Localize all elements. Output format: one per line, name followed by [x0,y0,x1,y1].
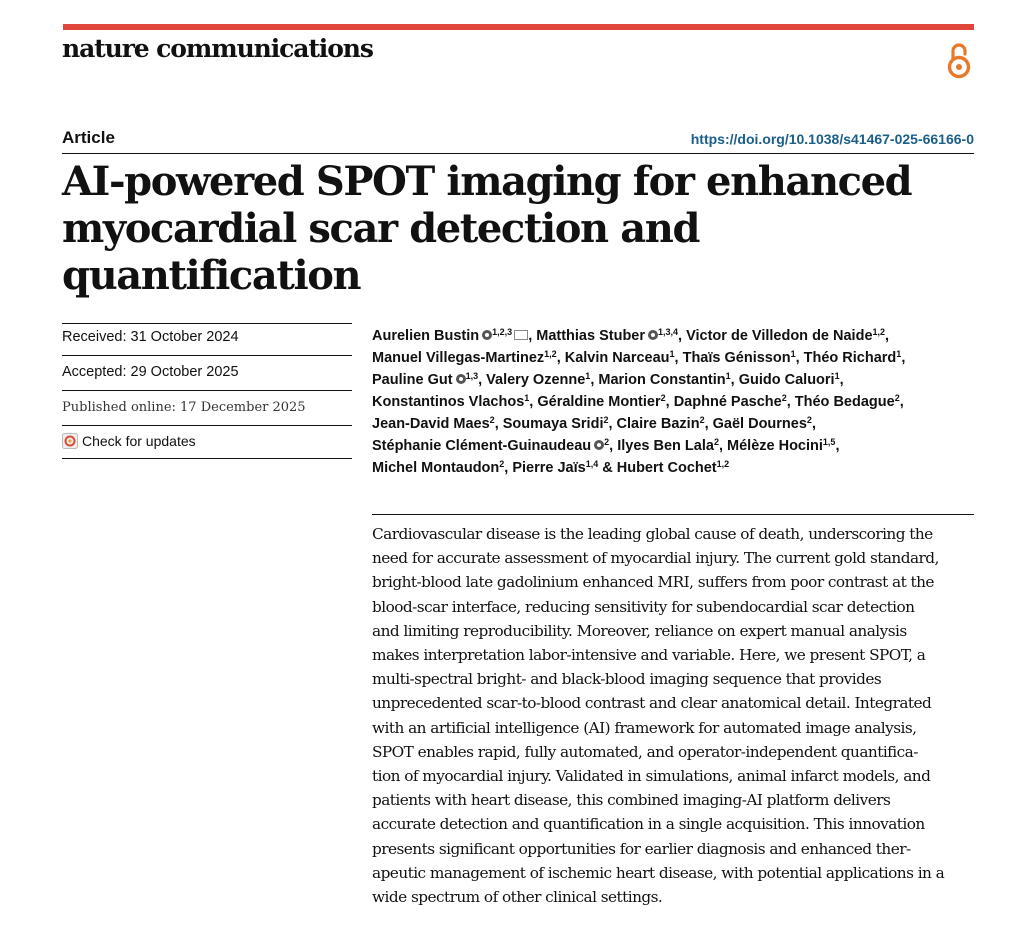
author-name[interactable]: , Mélèze Hocini [718,438,823,454]
author-name[interactable]: & Hubert Cochet [598,460,717,476]
received-date: Received: 31 October 2024 [62,329,239,345]
author-line: Stéphanie Clément-Guinaudeau $^2$, Ilyes Ben Lala$^2$, Mélèze Hocini$^{1,5}$, [372,437,840,454]
affiliation-mark: 1,4 [585,459,599,469]
header-divider [62,153,974,154]
affiliation-mark: 1,2,3 [492,327,513,337]
abstract-line: with an artificial intelligence (AI) framework for automated image analysis, [372,718,917,737]
affiliation-mark: 1 [790,349,796,359]
meta-divider [62,425,352,426]
journal-name: nature communications [62,34,373,63]
abstract-line: and limiting reproducibility. Moreover, reliance on expert manual analysis [372,621,907,640]
author-name[interactable]: , Gaël Dournes [704,416,807,432]
abstract-line: presents significant opportunities for earlier diagnosis and enhanced ther- [372,839,911,858]
author-name[interactable]: , Soumaya Sridi [494,416,604,432]
abstract-line: tion of myocardial injury. Validated in simulations, animal infarct models, and [372,767,931,786]
abstract-line: bright-blood late gadolinium enhanced MRI, suffers from poor contrast at the [372,573,934,592]
author-name[interactable]: , Thaïs Génisson [674,350,791,366]
check-updates-label: Check for updates [82,433,196,449]
article-type: Article [62,128,115,147]
author-name[interactable]: , Ilyes Ben Lala [609,438,714,454]
abstract-divider [372,514,974,515]
affiliation-mark: 1,2 [544,349,557,359]
author-list [372,325,982,479]
abstract-line: unprecedented scar-to-blood contrast and clear anatomical detail. Integrated [372,694,932,713]
abstract-line: multi-spectral bright- and black-blood imaging sequence that provides [372,670,882,689]
check-updates-button[interactable] [62,433,196,449]
title-line: myocardial scar detection and quantification [62,205,700,299]
affiliation-mark: 1,3,4 [658,327,679,337]
author-name[interactable]: Pauline Gut [372,372,453,388]
meta-divider [62,458,352,459]
meta-divider [62,355,352,356]
orcid-icon[interactable] [482,330,492,340]
author-name[interactable]: , Victor de Villedon de Naide [678,328,873,344]
author-name[interactable]: Michel Montaudon [372,460,500,476]
article-title [62,158,992,299]
affiliation-mark: 1 [725,371,731,381]
meta-divider [62,390,352,391]
orcid-icon[interactable] [648,330,658,340]
author-line: Aurelien Bustin $^{1,2,3}$ , Matthias Stuber $^{1,3,4}$, Victor de Villedon de Naide$^{1,2}$, [372,327,890,344]
abstract-line: accurate detection and quantification in a single acquisition. This innovation [372,815,925,834]
author-line: Pauline Gut $^{1,3}$, Valery Ozenne$^1$, Marion Constantin$^1$, Guido Caluori$^1$, [372,371,844,388]
abstract-line: SPOT enables rapid, fully automated, and operator-independent quantifica- [372,742,918,761]
email-icon[interactable] [514,330,528,340]
affiliation-mark: 2 [603,415,609,425]
affiliation-mark: 2 [894,393,900,403]
doi-link[interactable]: https://doi.org/10.1038/s41467-025-66166-0 [690,131,974,147]
affiliation-mark: 1 [669,349,675,359]
abstract-line: wide spectrum of other clinical settings. [372,888,663,907]
affiliation-mark: 2 [499,459,505,469]
author-name[interactable]: Aurelien Bustin [372,328,480,344]
title-line: AI-powered SPOT imaging for enhanced [62,158,912,205]
author-name[interactable]: Manuel Villegas-Martinez [372,350,545,366]
abstract-line: blood-scar interface, reducing sensitivity for subendocardial scar detection [372,597,915,616]
affiliation-mark: 1 [524,393,530,403]
author-name[interactable]: , Matthias Stuber [528,328,646,344]
accepted-date: Accepted: 29 October 2025 [62,364,239,380]
orcid-icon[interactable] [594,440,604,450]
affiliation-mark: 2 [660,393,666,403]
author-name[interactable]: Konstantinos Vlachos [372,394,525,410]
author-name[interactable]: , Pierre Jaïs [504,460,586,476]
affiliation-mark: 2 [781,393,787,403]
affiliation-mark: 2 [806,415,812,425]
affiliation-mark: 1 [896,349,902,359]
author-line: Manuel Villegas-Martinez$^{1,2}$, Kalvin Narceau$^1$, Thaïs Génisson$^1$, Théo Richard$^1$, [372,349,906,366]
author-name[interactable]: , Théo Bedague [786,394,895,410]
affiliation-mark: 1 [585,371,591,381]
abstract-line: Cardiovascular disease is the leading global cause of death, underscoring the [372,525,933,543]
journal-accent-bar [63,24,974,30]
affiliation-mark: 1,3 [465,371,479,381]
author-line [372,457,982,479]
abstract-line: patients with heart disease, this combined imaging-AI platform delivers [372,791,891,810]
author-name[interactable]: , Kalvin Narceau [556,350,670,366]
author-line: Konstantinos Vlachos$^1$, Géraldine Montier$^2$, Daphné Pasche$^2$, Théo Bedague$^2$, [372,393,904,410]
author-name[interactable]: , Claire Bazin [608,416,700,432]
affiliation-mark: 1,2 [872,327,886,337]
abstract-line: apeutic management of ischemic heart disease, with potential applications in a [372,863,945,882]
abstract-line: makes interpretation labor-intensive and variable. Here, we present SPOT, a [372,646,926,665]
author-name[interactable]: , Valery Ozenne [478,372,586,388]
check-updates-icon [62,433,78,449]
orcid-icon[interactable] [456,374,466,384]
affiliation-mark: 2 [699,415,705,425]
author-line: Jean-David Maes$^2$, Soumaya Sridi$^2$, Claire Bazin$^2$, Gaël Dournes$^2$, [372,415,816,432]
author-name[interactable]: , Daphné Pasche [665,394,782,410]
affiliation-mark: 1 [834,371,840,381]
author-name[interactable]: , Guido Caluori [730,372,835,388]
abstract [372,522,976,909]
published-date: Published online: 17 December 2025 [62,400,306,415]
affiliation-mark: 2 [604,437,610,447]
affiliation-mark: 1,5 [822,437,836,447]
author-name[interactable]: , Géraldine Montier [529,394,661,410]
author-name[interactable]: Stéphanie Clément-Guinaudeau [372,438,592,454]
affiliation-mark: 2 [489,415,495,425]
author-name[interactable]: , Théo Richard [795,350,897,366]
open-access-icon [944,40,974,80]
affiliation-mark: 1,2 [716,459,730,469]
author-name[interactable]: Jean-David Maes [372,416,490,432]
abstract-line: need for accurate assessment of myocardial injury. The current gold standard, [372,549,939,568]
meta-divider [62,323,352,324]
author-name[interactable]: , Marion Constantin [590,372,726,388]
affiliation-mark: 2 [713,437,719,447]
